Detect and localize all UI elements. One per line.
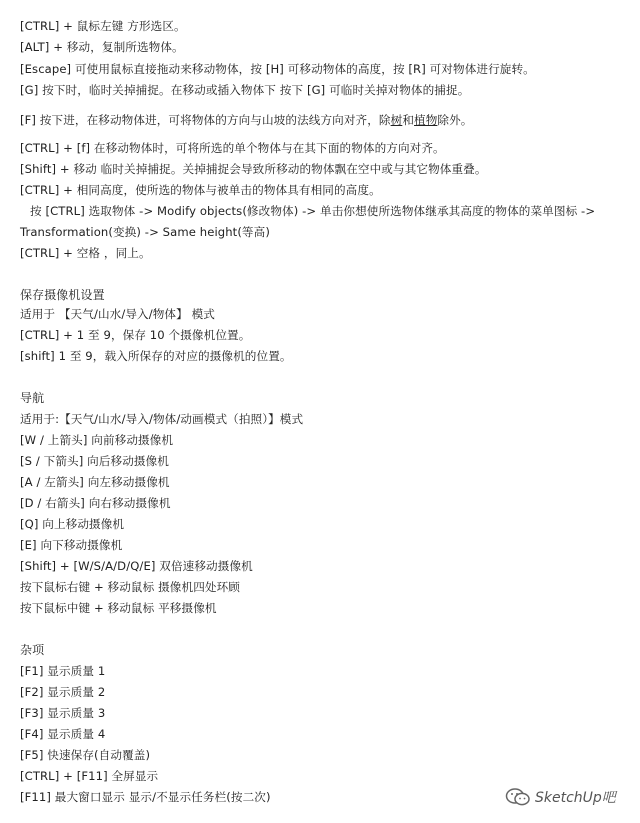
text-line: [F3] 显示质量 3 (20, 706, 106, 720)
text-line: [F1] 显示质量 1 (20, 664, 106, 678)
text-line: [E] 向下移动摄像机 (20, 538, 123, 552)
section-heading: 导航 (20, 391, 45, 405)
text-line: [CTRL] + [F11] 全屏显示 (20, 769, 159, 783)
text-line: [CTRL] + 相同高度，使所选的物体与被单击的物体具有相同的高度。 (20, 183, 381, 197)
text-line: [CTRL] + [f] 在移动物体时，可将所选的单个物体与在其下面的物体的方向对齐。 (20, 141, 445, 155)
text-line: [shift] 1 至 9，载入所保存的对应的摄像机的位置。 (20, 349, 292, 363)
text-line: [F11] 最大窗口显示 显示/不显示任务栏(按二次) (20, 790, 271, 804)
watermark-text: SketchUp吧 (535, 790, 616, 806)
link-plant[interactable]: 植物 (414, 113, 438, 127)
text-line: [F5] 快速保存(自动覆盖) (20, 748, 151, 762)
text-line: 适用于 【天气/山水/导入/物体】 模式 (20, 307, 215, 321)
text-line: [G] 按下时，临时关掉捕捉。在移动或插入物体下 按下 [G] 可临时关掉对物体的捕捉。 (20, 83, 470, 97)
text-line: [A / 左箭头] 向左移动摄像机 (20, 475, 170, 489)
text-line: 适用于:【天气/山水/导入/物体/动画模式（拍照）】模式 (20, 412, 304, 426)
text-line: [Escape] 可使用鼠标直接拖动来移动物体，按 [H] 可移动物体的高度，按 [R] 可对物体进行旋转。 (20, 62, 535, 76)
text-line: 按 [CTRL] 选取物体 -> Modify objects(修改物体) -> 单击你想使所选物体继承其高度的物体的菜单图标 -> (30, 204, 596, 218)
text-line: [CTRL] + 鼠标左键 方形选区。 (20, 19, 186, 33)
text-line: [F4] 显示质量 4 (20, 727, 106, 741)
text-line: [CTRL] + 1 至 9，保存 10 个摄像机位置。 (20, 328, 251, 342)
text-line: [Shift] + [W/S/A/D/Q/E] 双倍速移动摄像机 (20, 559, 253, 573)
text-line: [F2] 显示质量 2 (20, 685, 106, 699)
text-line: [Q] 向上移动摄像机 (20, 517, 125, 531)
section-heading: 保存摄像机设置 (20, 288, 105, 302)
section-heading: 杂项 (20, 643, 45, 657)
text-line-with-links (20, 113, 473, 128)
watermark (505, 787, 616, 807)
text-line: [Shift] + 移动 临时关掉捕捉。关掉捕捉会导致所移动的物体飘在空中或与其它物体重叠。 (20, 162, 487, 176)
text-segment: 除外。 (437, 113, 473, 127)
link-tree[interactable]: 树 (390, 113, 403, 127)
text-line: [W / 上箭头] 向前移动摄像机 (20, 433, 174, 447)
text-line: [D / 右箭头] 向右移动摄像机 (20, 496, 171, 510)
text-line: Transformation(变换) -> Same height(等高) (20, 225, 270, 239)
wechat-icon (505, 787, 531, 807)
text-line: [S / 下箭头] 向后移动摄像机 (20, 454, 170, 468)
text-line: 按下鼠标中键 + 移动鼠标 平移摄像机 (20, 601, 217, 615)
text-line: [ALT] + 移动，复制所选物体。 (20, 40, 184, 54)
text-line: 按下鼠标右键 + 移动鼠标 摄像机四处环顾 (20, 580, 240, 594)
text-segment: 和 (402, 113, 415, 127)
text-segment: [F] 按下进，在移动物体进，可将物体的方向与山坡的法线方向对齐，除 (20, 113, 391, 127)
text-line: [CTRL] + 空格 ，同上。 (20, 246, 151, 260)
